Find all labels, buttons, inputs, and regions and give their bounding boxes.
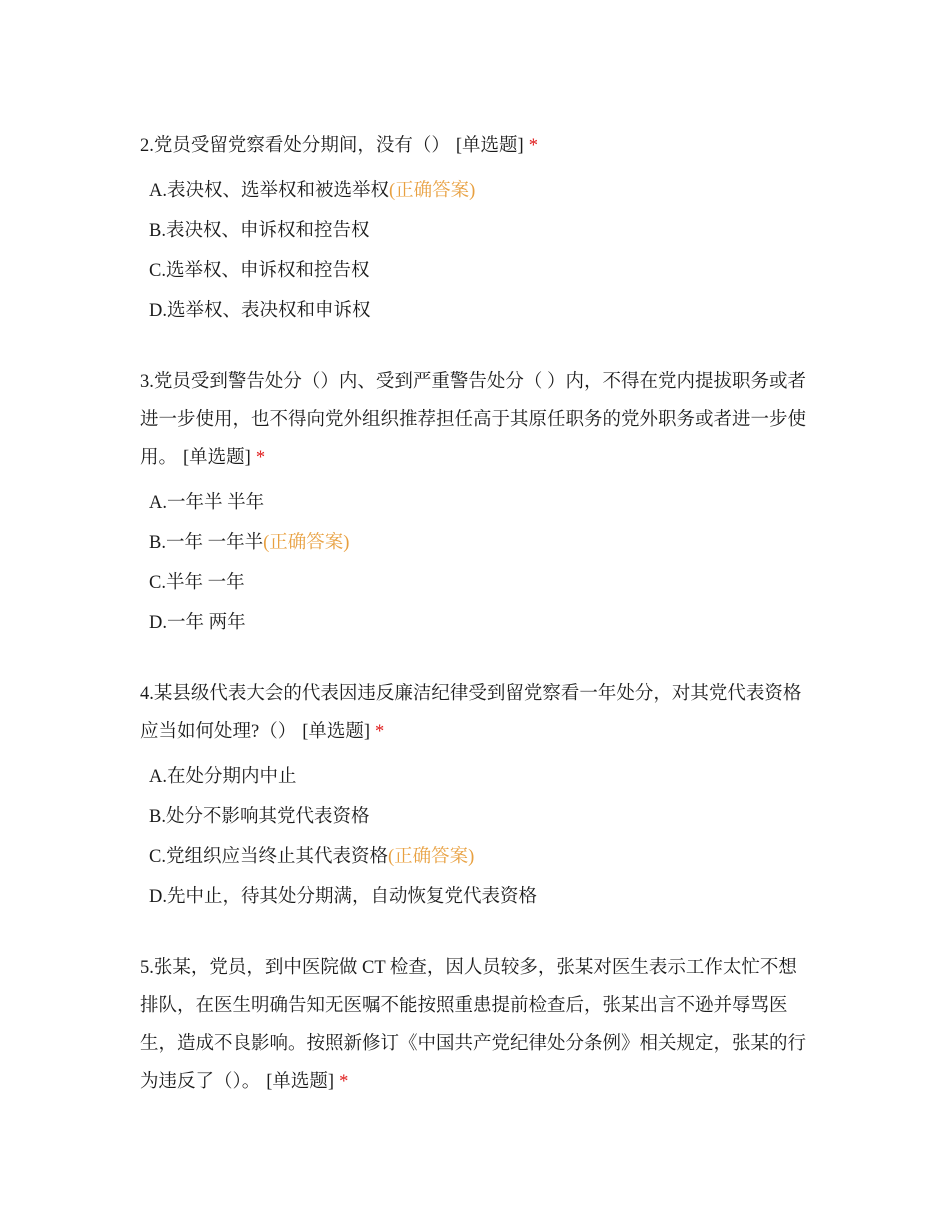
option-text: D.选举权、表决权和申诉权 bbox=[149, 301, 371, 321]
question-text: 2.党员受留党察看处分期间，没有（） bbox=[140, 136, 450, 156]
option-d[interactable] bbox=[140, 877, 812, 917]
question-4 bbox=[140, 675, 812, 917]
question-type-label: [单选题] bbox=[302, 722, 371, 742]
question-text: 5.张某，党员，到中医院做 CT 检查，因人员较多，张某对医生表示工作太忙不想排队，在医生明确告知无医嘱不能按照重患提前检查后，张某出言不逊并辱骂医生，造成不良影响。按照新修订《中国共产党纪律处分条例》相关规定，张某的行为违反了（）。 bbox=[140, 958, 807, 1092]
option-text: C.党组织应当终止其代表资格 bbox=[149, 847, 388, 867]
question-stem bbox=[140, 363, 812, 477]
option-text: C.半年 一年 bbox=[149, 573, 245, 593]
question-stem bbox=[140, 949, 812, 1101]
question-5 bbox=[140, 949, 812, 1101]
option-text: A.在处分期内中止 bbox=[149, 767, 297, 787]
question-type-label: [单选题] bbox=[183, 448, 251, 468]
question-type-label: [单选题] bbox=[455, 136, 524, 156]
option-c[interactable] bbox=[140, 563, 812, 603]
question-text: 3.党员受到警告处分（）内、受到严重警告处分（ ）内，不得在党内提拔职务或者进一步使用，也不得向党外组织推荐担任高于其原任职务的党外职务或者进一步使用。 bbox=[140, 372, 807, 468]
option-d[interactable] bbox=[140, 291, 812, 331]
required-mark: * bbox=[375, 722, 385, 742]
option-b[interactable] bbox=[140, 523, 812, 563]
option-text: C.选举权、申诉权和控告权 bbox=[149, 261, 370, 281]
option-b[interactable] bbox=[140, 211, 812, 251]
spacer bbox=[140, 643, 812, 675]
question-type-label: [单选题] bbox=[266, 1072, 335, 1092]
correct-answer-tag: (正确答案) bbox=[263, 533, 350, 553]
option-text: B.表决权、申诉权和控告权 bbox=[149, 221, 370, 241]
option-a[interactable] bbox=[140, 171, 812, 211]
option-d[interactable] bbox=[140, 603, 812, 643]
option-a[interactable] bbox=[140, 483, 812, 523]
survey-page bbox=[140, 127, 812, 1101]
spacer bbox=[140, 331, 812, 363]
question-text: 4.某县级代表大会的代表因违反廉洁纪律受到留党察看一年处分，对其党代表资格应当如何处理?（） bbox=[140, 684, 802, 742]
options-list bbox=[140, 483, 812, 643]
option-text: A.一年半 半年 bbox=[149, 493, 265, 513]
option-text: A.表决权、选举权和被选举权 bbox=[149, 181, 389, 201]
question-2 bbox=[140, 127, 812, 331]
options-list bbox=[140, 757, 812, 917]
option-text: D.一年 两年 bbox=[149, 613, 246, 633]
option-c[interactable] bbox=[140, 837, 812, 877]
required-mark: * bbox=[528, 136, 538, 156]
option-text: D.先中止，待其处分期满，自动恢复党代表资格 bbox=[149, 887, 537, 907]
option-c[interactable] bbox=[140, 251, 812, 291]
option-b[interactable] bbox=[140, 797, 812, 837]
question-stem bbox=[140, 675, 812, 751]
correct-answer-tag: (正确答案) bbox=[389, 181, 476, 201]
question-3 bbox=[140, 363, 812, 643]
question-stem bbox=[140, 127, 812, 165]
correct-answer-tag: (正确答案) bbox=[387, 847, 475, 867]
required-mark: * bbox=[339, 1072, 349, 1092]
required-mark: * bbox=[255, 448, 266, 468]
option-a[interactable] bbox=[140, 757, 812, 797]
option-text: B.一年 一年半 bbox=[149, 533, 264, 553]
option-text: B.处分不影响其党代表资格 bbox=[149, 807, 370, 827]
spacer bbox=[140, 917, 812, 949]
options-list bbox=[140, 171, 812, 331]
